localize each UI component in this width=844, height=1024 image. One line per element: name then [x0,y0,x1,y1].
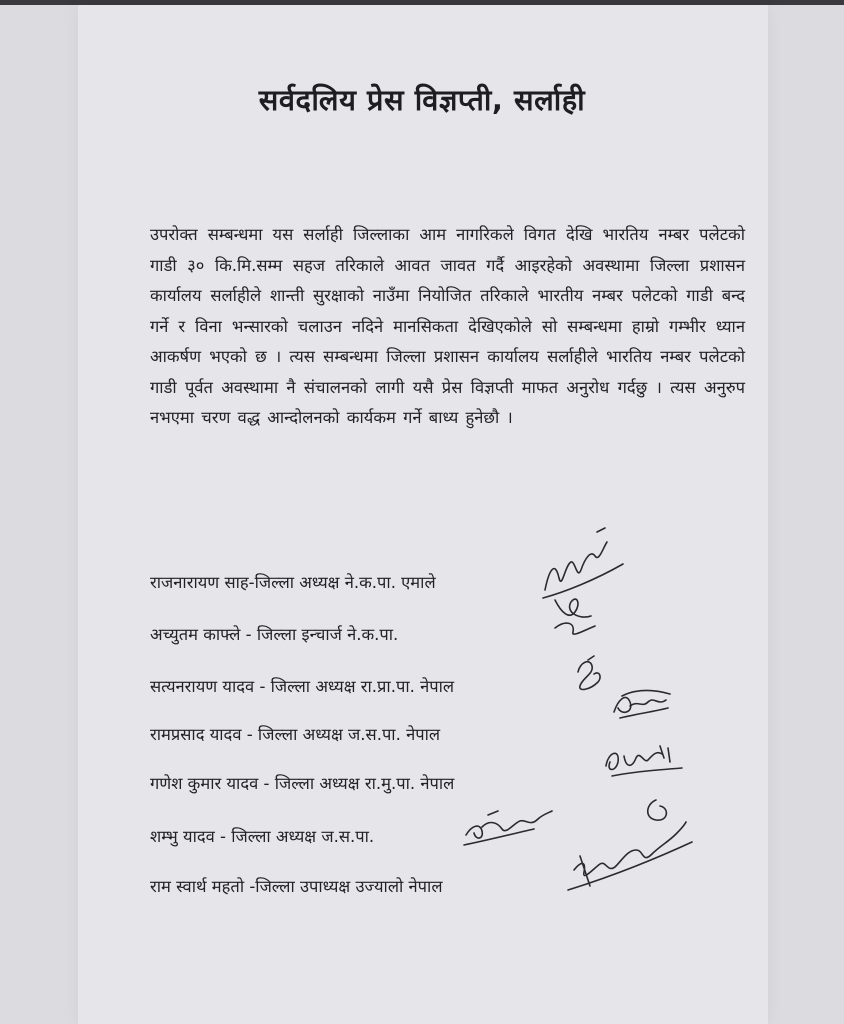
signatory-line: सत्यनरायण यादव - जिल्ला अध्यक्ष रा.प्रा.पा. नेपाल [150,677,455,696]
signature-1 [535,520,630,640]
signatory-line: राम स्वार्थ महतो -जिल्ला उपाध्यक्ष उज्यालो नेपाल [150,877,443,896]
signatory-line: शम्भु यादव - जिल्ला अध्यक्ष ज.स.पा. [150,827,375,846]
signatory-line: रामप्रसाद यादव - जिल्ला अध्यक्ष ज.स.पा. नेपाल [150,725,441,744]
signatory-line: अच्युतम काफ्ले - जिल्ला इन्चार्ज ने.क.पा. [150,625,399,644]
document-body: उपरोक्त सम्बन्धमा यस सर्लाही जिल्लाका आम नागरिकले विगत देखि भारतिय नम्बर पलेटको गाडी ३० कि.मि.सम्म सहज तरिकाले आवत जावत गर्दै आइरहेको अवस्थामा जिल्ला प्रशासन कार्यालय सर्लाहीले शान्ती सुरक्षाको नाउँमा नियोजित तरिकाले भारतीय नम्बर पलेटको गाडी बन्द गर्ने र विना भन्सारको चलाउन नदिने मानसिकता देखिएकोले सो सम्बन्धमा हाम्रो गम्भीर ध्यान आकर्षण भएको छ । त्यस सम्बन्धमा जिल्ला प्रशासन कार्यालय सर्लाहीले भारतिय नम्बर पलेटको गाडी पूर्वत अवस्थामा नै संचालनको लागी यसै प्रेस विज्ञप्ती माफत अनुरोध गर्दछु । त्यस अनुरुप नभएमा चरण वद्ध आन्दोलनको कार्यकम गर्ने बाध्य हुनेछौ । [150,225,745,427]
document-title: सर्वदलिय प्रेस विज्ञप्ती, सर्लाही [258,83,586,117]
signature-6 [560,790,700,910]
signature-4 [598,738,688,786]
signature-2 [570,652,610,697]
signature-3 [608,682,678,727]
signatory-line: गणेश कुमार यादव - जिल्ला अध्यक्ष रा.मु.पा. नेपाल [150,774,455,793]
signature-5 [458,805,558,853]
signatory-line: राजनारायण साह-जिल्ला अध्यक्ष ने.क.पा. एमाले [150,573,436,592]
